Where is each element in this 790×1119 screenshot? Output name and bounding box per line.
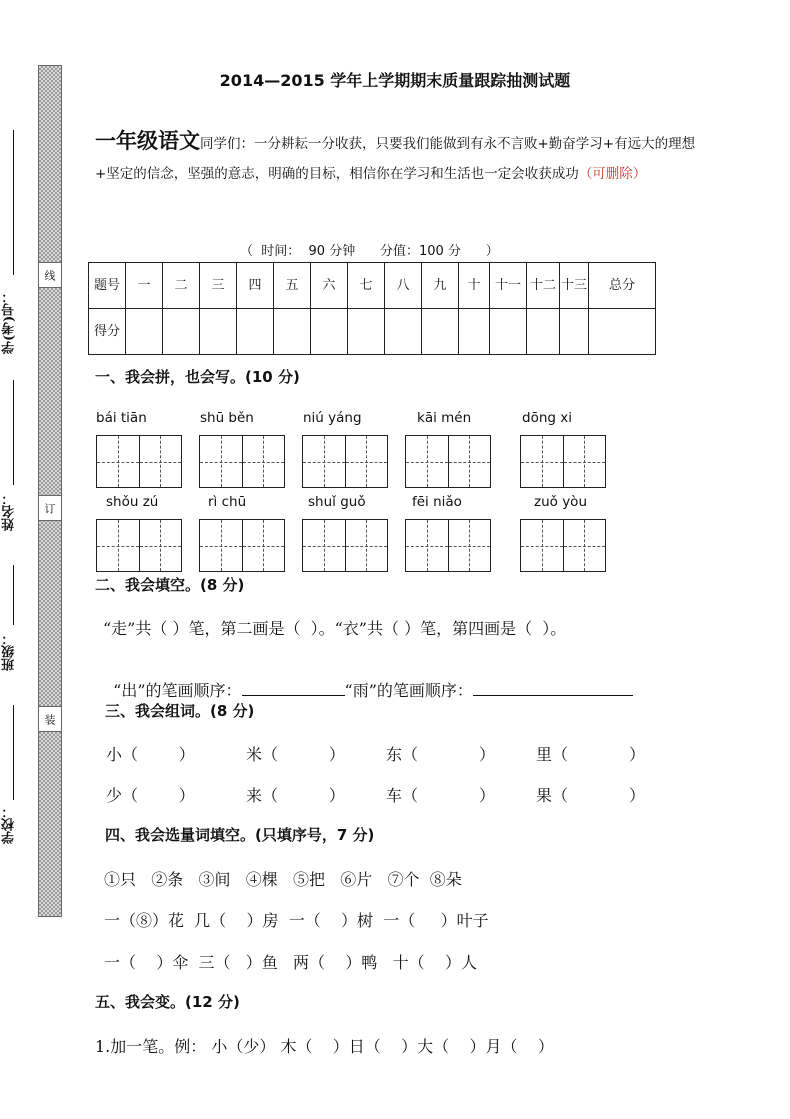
col-header-total: 总分 <box>589 263 656 309</box>
class-label: 班级： <box>2 632 17 672</box>
score-cell[interactable] <box>126 309 163 355</box>
pinyin-label: niú yáng <box>303 410 362 426</box>
stroke-order-chu-label: “出”的笔画顺序： <box>113 681 242 700</box>
measure-word-options: ①只 ②条 ③间 ④棵 ⑤把 ⑥片 ⑦个 ⑧朵 <box>104 870 462 889</box>
section3-title: 三、我会组词。(8 分) <box>105 702 255 720</box>
pinyin-label: shǒu zú <box>106 494 159 510</box>
writing-grid[interactable] <box>520 435 606 488</box>
score-cell[interactable] <box>385 309 422 355</box>
score-cell-total[interactable] <box>589 309 656 355</box>
col-header: 一 <box>126 263 163 309</box>
class-blank-line[interactable] <box>13 565 14 625</box>
add-stroke-line[interactable]: 1.加一笔。例： 小（少） 木（ ）日（ ）大（ ）月（ ） <box>95 1037 554 1056</box>
pinyin-label: dōng xi <box>522 410 572 426</box>
strip-word-xian: 线 <box>38 262 62 288</box>
writing-grid[interactable] <box>302 519 388 572</box>
writing-grid[interactable] <box>520 519 606 572</box>
writing-grid[interactable] <box>199 435 285 488</box>
col-header: 三 <box>200 263 237 309</box>
writing-grid[interactable] <box>302 435 388 488</box>
name-label: 姓名： <box>2 492 17 532</box>
score-cell[interactable] <box>200 309 237 355</box>
word-item[interactable]: 小（ ） <box>106 745 195 764</box>
col-header: 六 <box>311 263 348 309</box>
fill-line-2 <box>103 659 633 701</box>
col-header: 八 <box>385 263 422 309</box>
word-item[interactable]: 果（ ） <box>536 786 646 805</box>
pinyin-label: fēi niǎo <box>412 494 462 510</box>
pinyin-label: kāi mén <box>417 410 472 426</box>
row-label-score: 得分 <box>89 309 126 355</box>
binding-strip <box>38 65 62 917</box>
page-title: 2014—2015 学年上学期期末质量跟踪抽测试题 <box>219 71 571 90</box>
id-blank-line[interactable] <box>13 130 14 275</box>
score-cell[interactable] <box>422 309 459 355</box>
question-number-row <box>89 263 656 309</box>
stroke-order-chu-blank[interactable] <box>242 681 345 696</box>
name-blank-line[interactable] <box>13 380 14 485</box>
writing-grid[interactable] <box>96 435 182 488</box>
pinyin-label: bái tiān <box>96 410 147 426</box>
col-header: 二 <box>163 263 200 309</box>
col-header: 十 <box>459 263 490 309</box>
section1-title: 一、我会拼，也会写。(10 分) <box>95 368 300 386</box>
section5-title: 五、我会变。(12 分) <box>95 993 240 1011</box>
col-header: 五 <box>274 263 311 309</box>
score-row <box>89 309 656 355</box>
col-header: 十一 <box>490 263 527 309</box>
pinyin-label: shū běn <box>200 410 254 426</box>
word-item[interactable]: 少（ ） <box>106 786 195 805</box>
measure-fill-line-2[interactable]: 一（ ）伞 三（ ）鱼 两（ ）鸭 十（ ）人 <box>104 953 477 972</box>
col-header: 九 <box>422 263 459 309</box>
col-header: 七 <box>348 263 385 309</box>
col-header: 十二 <box>527 263 560 309</box>
fill-line-1: “走”共（ ）笔，第二画是（ ）。“衣”共（ ）笔，第四画是（ ）。 <box>103 619 567 638</box>
word-item[interactable]: 里（ ） <box>536 745 646 764</box>
removable-note: （可删除） <box>578 166 647 182</box>
score-cell[interactable] <box>311 309 348 355</box>
score-cell[interactable] <box>237 309 274 355</box>
score-cell[interactable] <box>163 309 200 355</box>
col-header: 十三 <box>560 263 589 309</box>
section2-title: 二、我会填空。(8 分) <box>95 576 245 594</box>
word-item[interactable]: 来（ ） <box>246 786 345 805</box>
strip-word-ding: 订 <box>38 495 62 521</box>
grade-subject: 一年级语文 <box>95 128 200 153</box>
word-item[interactable]: 车（ ） <box>386 786 496 805</box>
score-cell[interactable] <box>348 309 385 355</box>
stroke-order-yu-blank[interactable] <box>473 681 633 696</box>
col-header: 四 <box>237 263 274 309</box>
word-item[interactable]: 米（ ） <box>246 745 345 764</box>
stroke-order-yu-label: “雨”的笔画顺序： <box>344 681 473 700</box>
section4-title: 四、我会选量词填空。(只填序号，7 分) <box>105 826 375 844</box>
writing-grid[interactable] <box>199 519 285 572</box>
score-cell[interactable] <box>560 309 589 355</box>
measure-fill-line-1[interactable]: 一（⑧）花 几（ ）房 一（ ）树 一（ ）叶子 <box>104 911 489 930</box>
score-cell[interactable] <box>274 309 311 355</box>
score-cell[interactable] <box>459 309 490 355</box>
score-cell[interactable] <box>490 309 527 355</box>
word-item[interactable]: 东（ ） <box>386 745 496 764</box>
pinyin-label: shuǐ guǒ <box>308 494 366 510</box>
writing-grid[interactable] <box>405 519 491 572</box>
id-label: 学(考)号： <box>2 289 17 355</box>
row-label-question: 题号 <box>89 263 126 309</box>
intro-paragraph <box>95 126 715 189</box>
score-cell[interactable] <box>527 309 560 355</box>
score-table <box>88 262 656 355</box>
pinyin-label: zuǒ yòu <box>534 494 587 510</box>
intro-text: 同学们：一分耕耘一分收获，只要我们能做到有永不言败+勤奋学习+有远大的理想+坚定的信念，坚强的意志，明确的目标，相信你在学习和生活也一定会收获成功 <box>95 136 696 182</box>
school-label: 学校： <box>2 805 17 845</box>
writing-grid[interactable] <box>405 435 491 488</box>
school-blank-line[interactable] <box>13 705 14 800</box>
strip-word-zhuang: 装 <box>38 706 62 732</box>
writing-grid[interactable] <box>96 519 182 572</box>
pinyin-label: rì chū <box>208 494 247 510</box>
time-score-info: （ 时间： 90 分钟 分值：100 分 ） <box>240 244 499 259</box>
